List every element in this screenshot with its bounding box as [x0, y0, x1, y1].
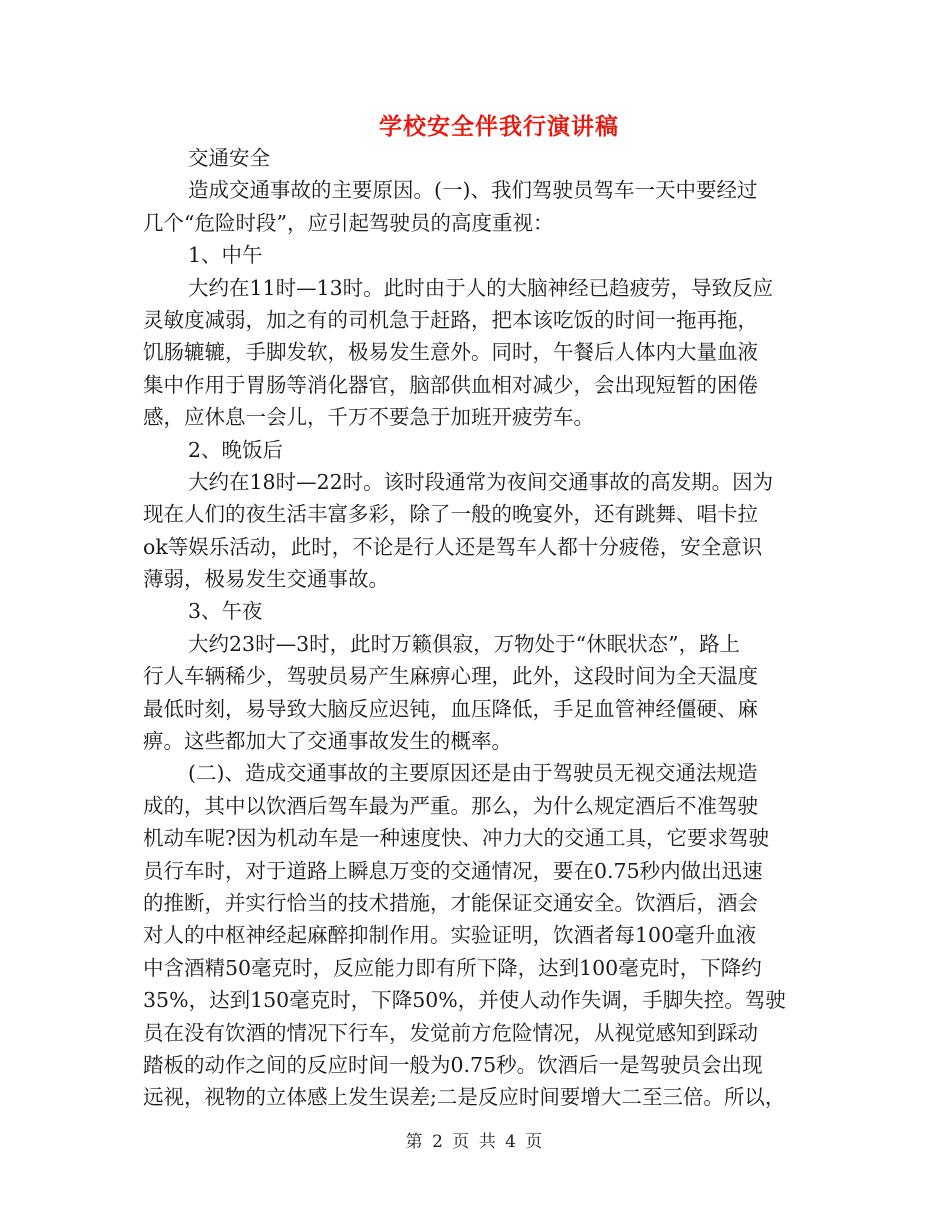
text-line: 现在人们的夜生活丰富多彩，除了一般的晚宴外，还有跳舞、唱卡拉 [143, 502, 758, 527]
text-line: 员在没有饮酒的情况下行车，发觉前方危险情况，从视觉感知到踩动 [143, 1020, 758, 1045]
text-line: 大约在18时—22时。该时段通常为夜间交通事故的高发期。因为 [188, 469, 774, 494]
text-line: 成的，其中以饮酒后驾车最为严重。那么，为什么规定酒后不准驾驶 [143, 793, 758, 818]
text-line: 远视，视物的立体感上发生误差;二是反应时间要增大二至三倍。所以， [143, 1085, 786, 1110]
text-line: 痹。这些都加大了交通事故发生的概率。 [143, 729, 512, 754]
text-line: 的推断，并实行恰当的技术措施，才能保证交通安全。饮酒后，酒会 [143, 890, 758, 915]
text-line: 踏板的动作之间的反应时间一般为0.75秒。饮酒后一是驾驶员会出现 [143, 1052, 763, 1077]
text-line: 薄弱，极易发生交通事故。 [143, 567, 389, 592]
text-line: 员行车时，对于道路上瞬息万变的交通情况，要在0.75秒内做出迅速 [143, 858, 763, 883]
page-footer: 第 2 页 共 4 页 [405, 1132, 545, 1152]
document-title: 学校安全伴我行演讲稿 [379, 113, 619, 140]
text-line: ok等娱乐活动，此时，不论是行人还是驾车人都十分疲倦，安全意识 [143, 534, 763, 559]
text-line: 感，应休息一会儿，千万不要急于加班开疲劳车。 [143, 405, 594, 430]
text-line: 造成交通事故的主要原因。(一)、我们驾驶员驾车一天中要经过 [188, 178, 758, 203]
text-line: 3、午夜 [188, 599, 263, 624]
text-line: 饥肠辘辘，手脚发软，极易发生意外。同时，午餐后人体内大量血液 [143, 340, 758, 365]
text-line: 中含酒精50毫克时，反应能力即有所下降，达到100毫克时，下降约 [143, 955, 762, 980]
text-line: 行人车辆稀少，驾驶员易产生麻痹心理，此外，这段时间为全天温度 [143, 664, 758, 689]
text-line: 大约在11时—13时。此时由于人的大脑神经已趋疲劳，导致反应 [188, 275, 774, 300]
text-line: 2、晚饭后 [188, 437, 284, 462]
text-line: 对人的中枢神经起麻醉抑制作用。实验证明，饮酒者每100毫升血液 [143, 923, 757, 948]
text-line: 灵敏度减弱，加之有的司机急于赶路，把本该吃饭的时间一拖再拖， [143, 307, 758, 332]
text-line: (二)、造成交通事故的主要原因还是由于驾驶员无视交通法规造 [188, 761, 758, 786]
text-line: 1、中午 [188, 243, 263, 268]
text-line: 35%，达到150毫克时，下降50%，并使人动作失调，手脚失控。驾驶 [143, 988, 786, 1013]
text-line: 集中作用于胃肠等消化器官，脑部供血相对减少，会出现短暂的困倦 [143, 372, 758, 397]
text-line: 最低时刻，易导致大脑反应迟钝，血压降低，手足血管神经僵硬、麻 [143, 696, 758, 721]
text-line: 几个“危险时段”，应引起驾驶员的高度重视： [143, 210, 554, 235]
text-line: 大约23时—3时，此时万籁俱寂，万物处于“休眠状态”，路上 [188, 631, 741, 656]
document-body [143, 142, 813, 1114]
text-line: 机动车呢?因为机动车是一种速度快、冲力大的交通工具，它要求驾驶 [143, 826, 769, 851]
text-line: 交通安全 [188, 146, 270, 170]
